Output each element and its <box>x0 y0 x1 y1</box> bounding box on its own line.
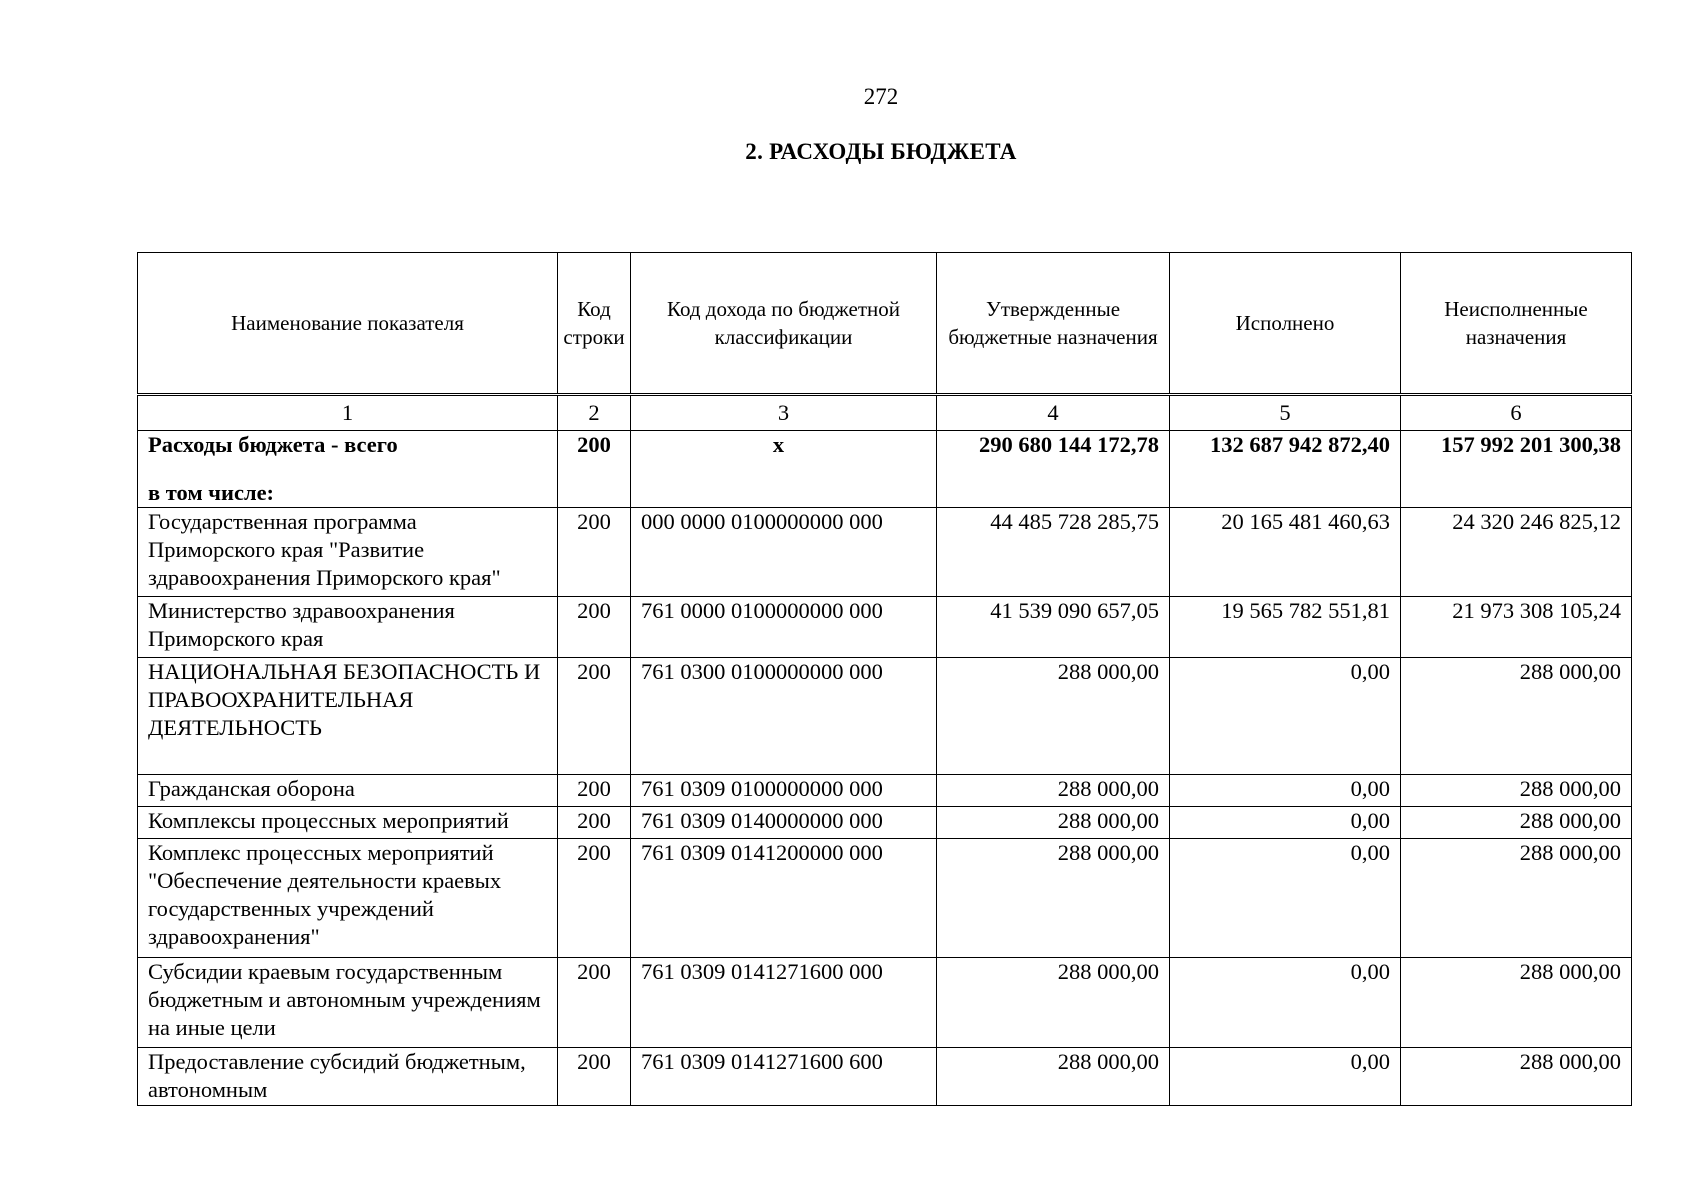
row-approved: 41 539 090 657,05 <box>937 597 1170 658</box>
table-header-row <box>138 253 1632 395</box>
total-subheading: в том числе: <box>148 480 275 505</box>
row-classification: 761 0309 0140000000 000 <box>631 807 937 839</box>
row-approved: 44 485 728 285,75 <box>937 508 1170 597</box>
row-approved: 288 000,00 <box>937 658 1170 775</box>
row-unexecuted: 21 973 308 105,24 <box>1401 597 1632 658</box>
row-unexecuted: 288 000,00 <box>1401 658 1632 775</box>
row-name: Министерство здравоохранения Приморского края <box>138 597 558 658</box>
row-executed: 0,00 <box>1170 839 1401 958</box>
row-executed: 0,00 <box>1170 658 1401 775</box>
row-executed: 19 565 782 551,81 <box>1170 597 1401 658</box>
row-code: 200 <box>558 958 631 1048</box>
row-executed: 0,00 <box>1170 775 1401 807</box>
row-name: Комплексы процессных мероприятий <box>138 807 558 839</box>
total-executed: 132 687 942 872,40 <box>1170 431 1401 508</box>
table-row <box>138 508 1632 597</box>
header-executed: Исполнено <box>1170 253 1401 395</box>
row-classification: 000 0000 0100000000 000 <box>631 508 937 597</box>
table-row <box>138 807 1632 839</box>
expenses-table <box>137 252 1632 1106</box>
table-row <box>138 775 1632 807</box>
row-executed: 0,00 <box>1170 807 1401 839</box>
row-code: 200 <box>558 775 631 807</box>
row-classification: 761 0309 0100000000 000 <box>631 775 937 807</box>
document-title: 2. РАСХОДЫ БЮДЖЕТА <box>745 139 1017 164</box>
column-number: 1 <box>138 395 558 431</box>
table-row <box>138 839 1632 958</box>
row-name: Государственная программа Приморского края "Развитие здравоохранения Приморского края" <box>138 508 558 597</box>
total-row <box>138 431 1632 508</box>
row-code: 200 <box>558 597 631 658</box>
column-number-row <box>138 395 1632 431</box>
column-number: 4 <box>937 395 1170 431</box>
row-unexecuted: 24 320 246 825,12 <box>1401 508 1632 597</box>
row-classification: 761 0300 0100000000 000 <box>631 658 937 775</box>
row-executed: 0,00 <box>1170 1048 1401 1106</box>
column-number: 3 <box>631 395 937 431</box>
column-number: 6 <box>1401 395 1632 431</box>
row-approved: 288 000,00 <box>937 1048 1170 1106</box>
row-unexecuted: 288 000,00 <box>1401 775 1632 807</box>
row-executed: 0,00 <box>1170 958 1401 1048</box>
row-code: 200 <box>558 1048 631 1106</box>
total-classification: х <box>631 431 937 508</box>
row-code: 200 <box>558 839 631 958</box>
column-number: 5 <box>1170 395 1401 431</box>
row-classification: 761 0000 0100000000 000 <box>631 597 937 658</box>
total-code: 200 <box>558 431 631 508</box>
row-unexecuted: 288 000,00 <box>1401 1048 1632 1106</box>
table-row <box>138 1048 1632 1106</box>
row-code: 200 <box>558 807 631 839</box>
row-code: 200 <box>558 508 631 597</box>
row-name: Гражданская оборона <box>138 775 558 807</box>
row-name: Предоставление субсидий бюджетным, автономным <box>138 1048 558 1106</box>
header-classification-code: Код дохода по бюджетной классификации <box>631 253 937 395</box>
total-name-cell <box>138 431 558 508</box>
table-row <box>138 658 1632 775</box>
row-classification: 761 0309 0141271600 000 <box>631 958 937 1048</box>
row-name: Субсидии краевым государственным бюджетным и автономным учреждениям на иные цели <box>138 958 558 1048</box>
row-approved: 288 000,00 <box>937 839 1170 958</box>
total-unexecuted: 157 992 201 300,38 <box>1401 431 1632 508</box>
total-approved: 290 680 144 172,78 <box>937 431 1170 508</box>
row-approved: 288 000,00 <box>937 958 1170 1048</box>
header-line-code: Код строки <box>558 253 631 395</box>
row-name: НАЦИОНАЛЬНАЯ БЕЗОПАСНОСТЬ И ПРАВООХРАНИТЕЛЬНАЯ ДЕЯТЕЛЬНОСТЬ <box>138 658 558 775</box>
row-classification: 761 0309 0141271600 600 <box>631 1048 937 1106</box>
column-number: 2 <box>558 395 631 431</box>
row-unexecuted: 288 000,00 <box>1401 958 1632 1048</box>
table-row <box>138 597 1632 658</box>
row-name: Комплекс процессных мероприятий "Обеспечение деятельности краевых государственных учреждений здравоохранения" <box>138 839 558 958</box>
row-unexecuted: 288 000,00 <box>1401 807 1632 839</box>
header-indicator-name: Наименование показателя <box>138 253 558 395</box>
header-approved: Утвержденные бюджетные назначения <box>937 253 1170 395</box>
header-unexecuted: Неисполненные назначения <box>1401 253 1632 395</box>
row-approved: 288 000,00 <box>937 807 1170 839</box>
table-row <box>138 958 1632 1048</box>
row-classification: 761 0309 0141200000 000 <box>631 839 937 958</box>
row-code: 200 <box>558 658 631 775</box>
page-number: 272 <box>863 84 899 109</box>
row-approved: 288 000,00 <box>937 775 1170 807</box>
row-unexecuted: 288 000,00 <box>1401 839 1632 958</box>
total-name: Расходы бюджета - всего <box>148 432 398 457</box>
row-executed: 20 165 481 460,63 <box>1170 508 1401 597</box>
